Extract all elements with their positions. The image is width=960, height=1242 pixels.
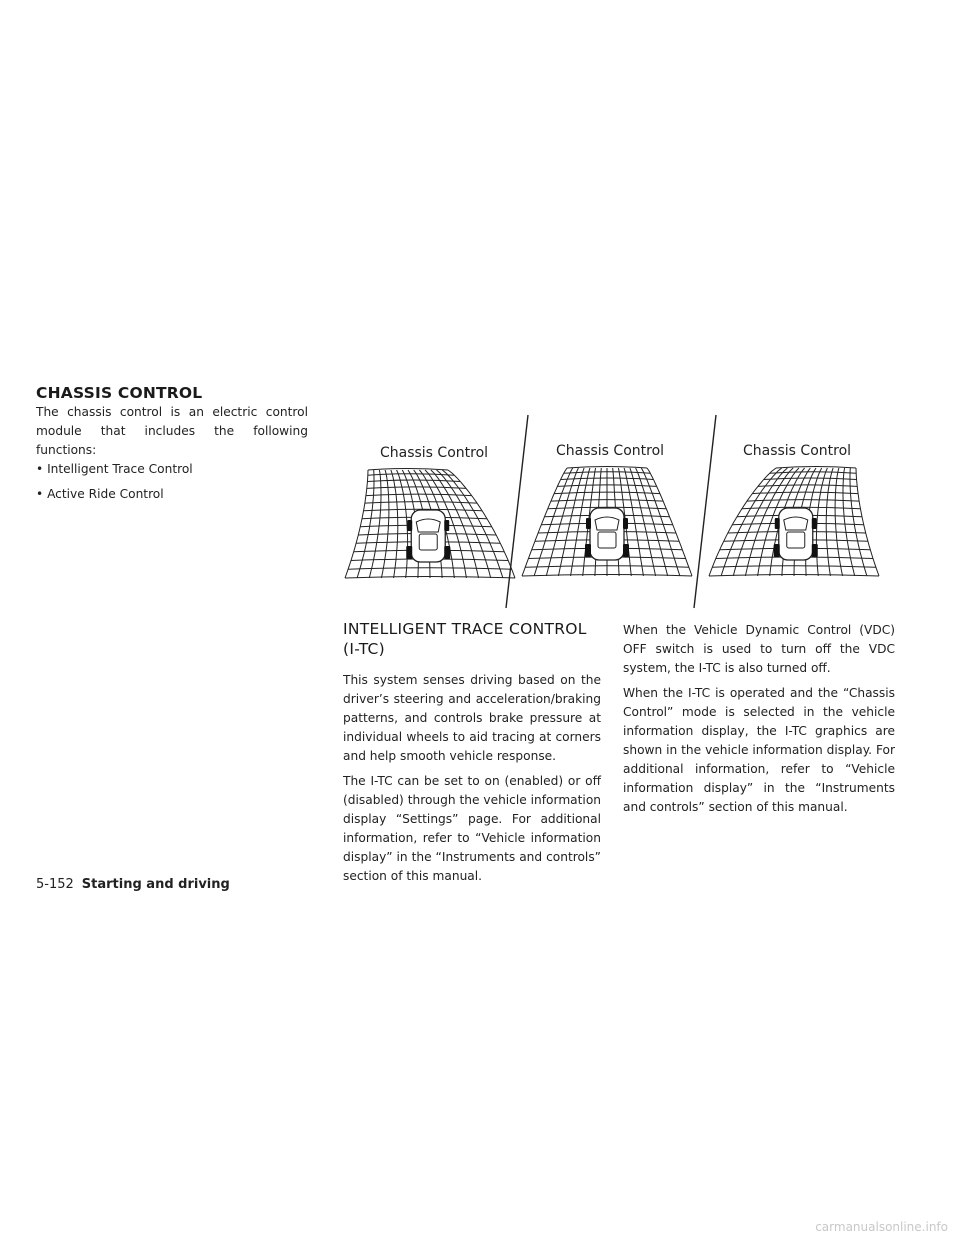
car-roof [598, 532, 616, 548]
car-wheel [407, 520, 412, 531]
page-number: 5-152 [36, 877, 74, 892]
car-wheel [444, 546, 450, 559]
section-heading: CHASSIS CONTROL [36, 384, 203, 402]
panel-label: Chassis Control [555, 443, 665, 459]
car-windshield [416, 519, 440, 532]
itc-column-left [343, 619, 601, 886]
itc-paragraph: The I-TC can be set to on (enabled) or off (disabled) through the vehicle information display “Settings” page. For additional information, refer to “Vehicle information display” in the “Instruments and controls” section of this manual. [343, 774, 601, 883]
grid-line [843, 468, 855, 576]
grid-line [850, 468, 867, 576]
grid-line [345, 470, 368, 578]
grid-line [369, 470, 381, 578]
grid-line [647, 468, 692, 576]
itc-heading: INTELLIGENT TRACE CONTROL (I-TC) [343, 620, 587, 658]
panel-divider [506, 415, 528, 608]
car-wheel [812, 544, 818, 557]
itc-paragraph: This system senses driving based on the driver’s steering and acceleration/braking patterns, and controls brake pressure at individual wheels to aid tracing at corners and help smooth vehicle response. [343, 673, 601, 763]
itc-paragraph: When the Vehicle Dynamic Control (VDC) OFF switch is used to turn off the VDC system, the I-TC is also turned off. [623, 623, 895, 675]
watermark: carmanualsonline.info [815, 1220, 948, 1234]
car-wheel [444, 520, 449, 531]
intro-column [36, 403, 308, 504]
grid-line [709, 468, 776, 576]
car-roof [419, 534, 437, 550]
vehicle-icon [774, 508, 818, 560]
footer-section: Starting and driving [81, 877, 230, 892]
grid-line [630, 468, 656, 576]
car-windshield [784, 517, 808, 530]
itc-paragraph: When the I-TC is operated and the “Chassis Control” mode is selected in the vehicle information display, the I-TC graphics are shown in the vehicle information display. For additional information, refer to “Vehicle information display” in the “Instruments and controls” section of this manual. [623, 686, 895, 814]
grid-line [567, 467, 647, 469]
grid-line [835, 468, 843, 576]
grid-line [776, 467, 856, 469]
car-wheel [623, 544, 629, 557]
itc-column-right [623, 621, 895, 817]
grid-line [534, 468, 573, 576]
grid-line [448, 470, 515, 578]
page-footer [36, 877, 230, 892]
grid-line [826, 468, 833, 576]
panel-divider [694, 415, 716, 608]
car-wheel [774, 544, 780, 557]
grid-line [721, 468, 782, 576]
chassis-control-figure [330, 410, 910, 610]
car-wheel [585, 544, 591, 557]
bullet-item: • Intelligent Trace Control [36, 462, 193, 476]
intro-paragraph: The chassis control is an electric control module that includes the following functions: [36, 405, 308, 457]
panel-label: Chassis Control [742, 443, 852, 459]
car-wheel [775, 518, 780, 529]
grid-line [368, 469, 448, 471]
grid-line [522, 468, 567, 576]
grid-line [856, 468, 879, 576]
grid-line [357, 470, 374, 578]
grid-line [558, 468, 584, 576]
car-roof [787, 532, 805, 548]
vehicle-icon [406, 510, 450, 562]
grid-line [641, 468, 680, 576]
vehicle-icon [585, 508, 629, 560]
panel-label: Chassis Control [379, 445, 489, 461]
grid-line [442, 470, 503, 578]
car-wheel [586, 518, 591, 529]
car-windshield [595, 517, 619, 530]
bullet-item: • Active Ride Control [36, 487, 164, 501]
grid-line [381, 470, 389, 578]
car-wheel [623, 518, 628, 529]
car-wheel [406, 546, 412, 559]
grid-line [391, 470, 398, 578]
car-wheel [812, 518, 817, 529]
